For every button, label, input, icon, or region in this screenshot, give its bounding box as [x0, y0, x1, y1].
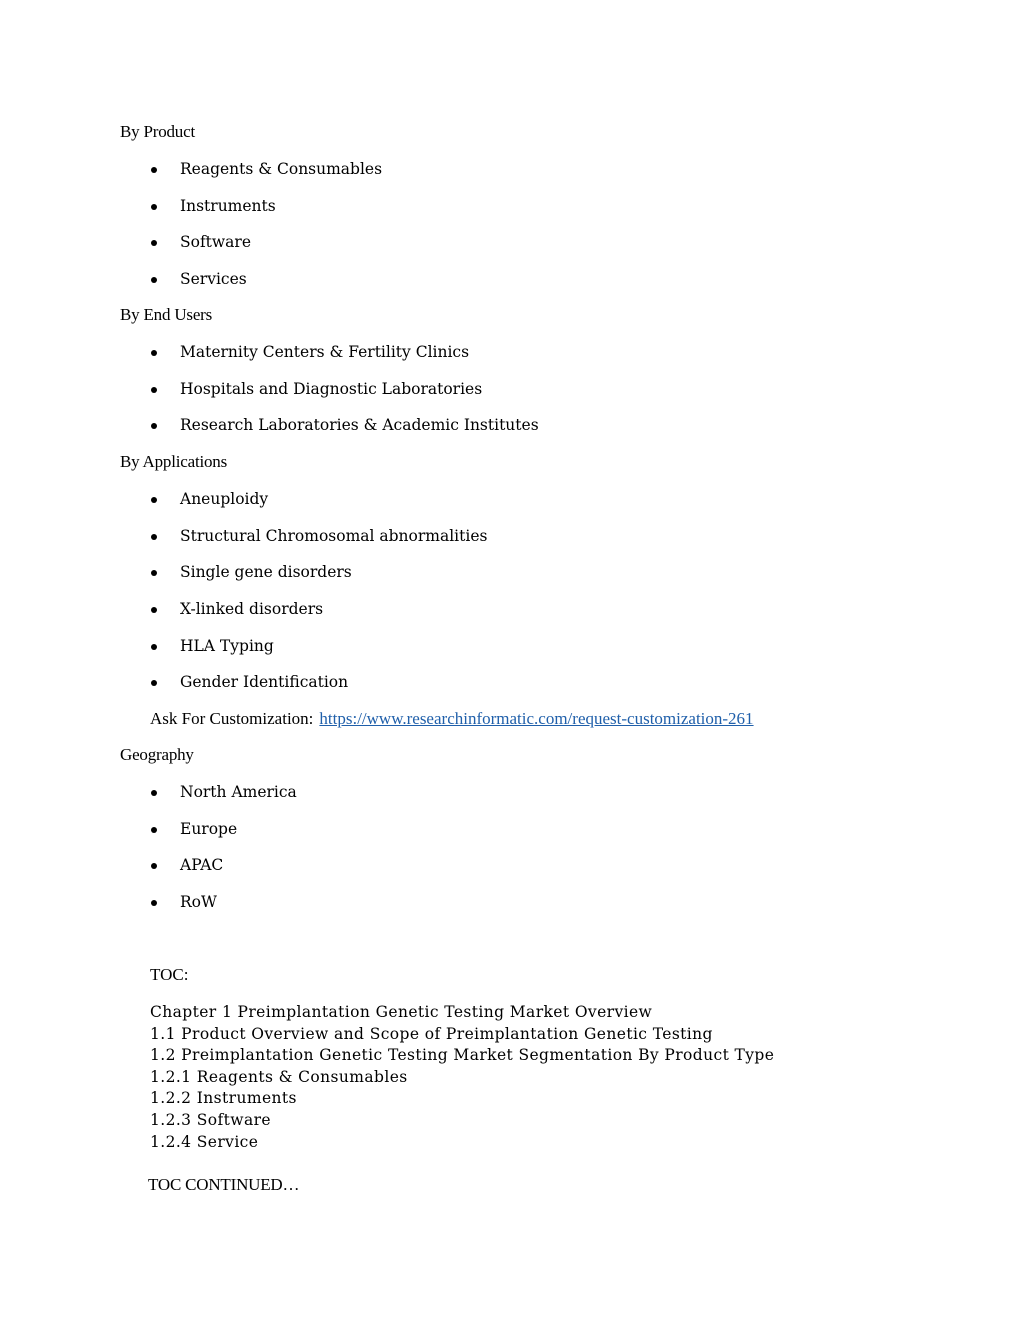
bullet-icon [151, 680, 157, 686]
list-item-text: RoW [180, 893, 217, 912]
toc-line: 1.2.1 Reagents & Consumables [150, 1067, 408, 1086]
bullet-icon [151, 790, 157, 796]
toc-line: 1.2.2 Instruments [150, 1089, 297, 1108]
list-item-text: Services [180, 270, 247, 289]
bullet-icon [151, 863, 157, 869]
heading-by-end-users: By End Users [120, 305, 213, 324]
bullet-icon [151, 204, 157, 210]
list-item-text: Aneuploidy [180, 490, 269, 508]
list-item-text: HLA Typing [180, 636, 274, 655]
bullet-icon [151, 240, 157, 246]
toc-line: Chapter 1 Preimplantation Genetic Testing Market Overview [150, 1003, 653, 1021]
list-item-text: Software [180, 233, 252, 252]
heading-by-applications: By Applications [120, 452, 228, 471]
list-item-text: Research Laboratories & Academic Institutes [180, 416, 539, 435]
list-item-text: Single gene disorders [180, 563, 352, 582]
bullet-icon [151, 534, 157, 540]
bullet-icon [151, 277, 157, 283]
toc-line: 1.2 Preimplantation Genetic Testing Market Segmentation By Product Type [150, 1046, 775, 1065]
bullet-icon [151, 607, 157, 613]
bullet-icon [151, 423, 157, 429]
list-item-text: X-linked disorders [180, 600, 324, 619]
toc-line: 1.1 Product Overview and Scope of Preimplantation Genetic Testing [150, 1024, 713, 1043]
bullet-icon [151, 167, 157, 173]
toc-continued: TOC CONTINUED… [148, 1175, 300, 1194]
toc-title: TOC: [150, 965, 189, 984]
bullet-icon [151, 387, 157, 393]
list-item-text: APAC [180, 856, 224, 875]
customization-line [150, 709, 754, 729]
list-item-text: Instruments [180, 196, 276, 215]
bullet-icon [151, 570, 157, 576]
bullet-icon [151, 827, 157, 833]
customization-label: Ask For Customization: [150, 709, 314, 728]
list-item-text: Hospitals and Diagnostic Laboratories [180, 379, 483, 398]
list-item-text: Structural Chromosomal abnormalities [180, 526, 488, 545]
list-item-text: Maternity Centers & Fertility Clinics [180, 343, 470, 361]
bullet-icon [151, 350, 157, 356]
toc-line: 1.2.4 Service [150, 1132, 259, 1151]
heading-by-product: By Product [120, 122, 195, 141]
list-item-text: Europe [180, 819, 238, 838]
customization-link[interactable]: https://www.researchinformatic.com/request-customization-261 [319, 709, 754, 728]
bullet-icon [151, 644, 157, 650]
list-item-text: North America [180, 783, 297, 801]
toc-list [150, 1002, 774, 1153]
bullet-icon [151, 497, 157, 503]
list-item-text: Reagents & Consumables [180, 160, 383, 178]
heading-geography: Geography [120, 745, 194, 764]
bullet-icon [151, 900, 157, 906]
toc-line: 1.2.3 Software [150, 1110, 271, 1129]
list-item-text: Gender Identification [180, 673, 349, 692]
